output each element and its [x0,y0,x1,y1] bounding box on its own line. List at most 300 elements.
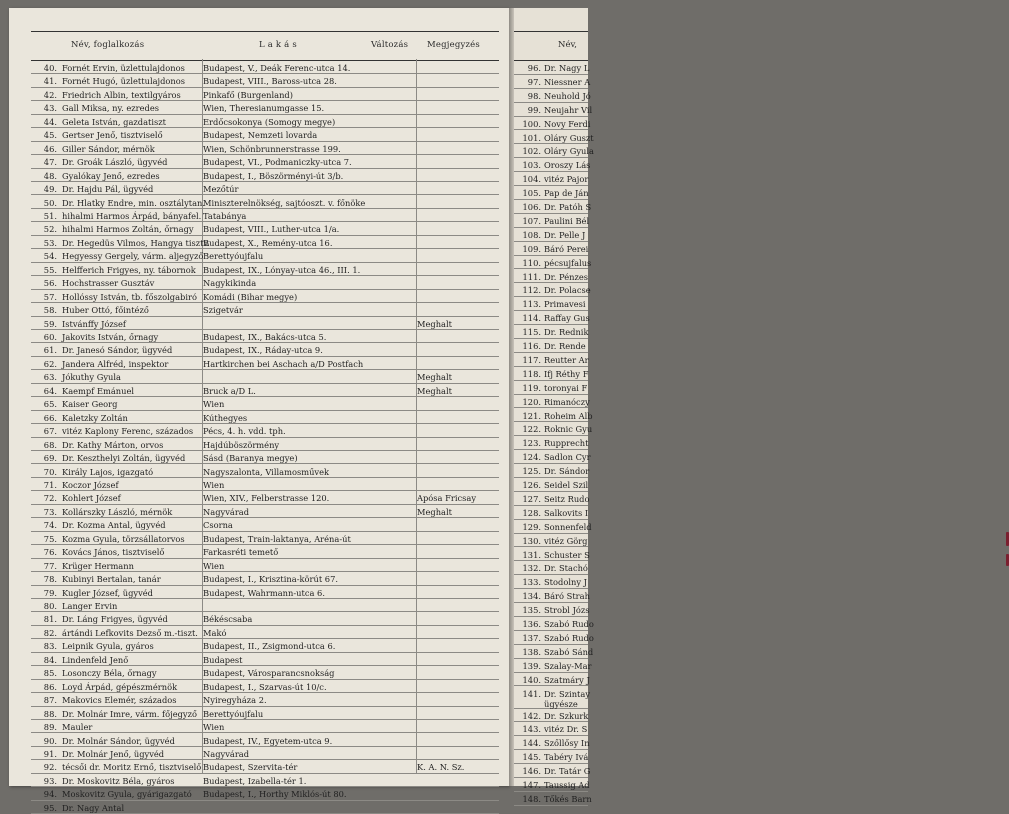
table-row [31,195,499,209]
right-row-name: Dr. Sándor [544,466,590,477]
right-row-name: vitéz Görg [544,535,588,546]
right-table-row [514,296,588,311]
row-name: Leipnik Gyula, gyáros [62,641,154,652]
table-row [31,692,499,706]
row-name: Kollárszky László, mérnök [62,506,173,517]
right-row-number: 130. [522,535,541,546]
right-table-row [514,602,588,617]
row-address: Budapest, VI., Podmaniczky-utca 7. [203,157,352,168]
row-number: 58. [43,305,57,316]
table-row [31,786,499,800]
row-number: 50. [43,197,57,208]
table-row [31,141,499,155]
right-row-number: 144. [522,738,541,749]
row-number: 91. [43,748,57,759]
right-row-number: 97. [527,76,541,87]
row-address: Wien, Schönbrunnerstrasse 199. [203,143,341,154]
right-row-number: 103. [522,160,541,171]
row-number: 62. [43,358,57,369]
table-row [31,262,499,276]
row-address: Hartkirchen bei Aschach a/D Postfach [203,358,364,369]
right-table-row [514,143,594,158]
row-name: Huber Ottó, főintéző [62,305,149,316]
table-row [31,73,499,87]
row-address: Budapest, Izabella-tér 1. [203,775,307,786]
right-table-row [514,435,588,450]
right-table-row [514,686,591,709]
right-row-name: Ifj Réthy F [544,368,589,379]
right-table-row [514,380,588,395]
table-row [31,235,499,249]
row-number: 90. [43,735,57,746]
row-name: técsői dr. Moritz Ernő, tisztviselő [62,762,202,773]
row-number: 78. [43,574,57,585]
row-number: 77. [43,560,57,571]
right-row-number: 140. [522,674,541,685]
row-name: Friedrich Albin, textilgyáros [62,89,181,100]
right-table-row [514,102,593,117]
table-row [31,329,499,343]
row-name: Hochstrasser Gusztáv [62,278,155,289]
right-row-name: toronyai F [544,382,588,393]
row-name: Koczor József [62,479,119,490]
right-table-row [514,310,588,325]
right-col-header-name: Név, [558,40,577,50]
row-number: 68. [43,439,57,450]
table-row [31,423,499,437]
right-table-row [514,588,588,603]
right-table-row [514,130,594,145]
right-row-name: Dr. Szintay [544,688,591,699]
right-row-name: Dr. Nagy L [544,63,590,73]
right-row-name: Oláry Gyula [544,146,594,157]
row-address: Komádi (Bihar megye) [203,291,298,302]
row-number: 88. [43,708,57,719]
row-number: 75. [43,533,57,544]
row-address: Erdőcsokonya (Somogy megye) [203,116,336,127]
row-name: Istvánffy József [62,318,126,329]
right-table-row [514,708,588,723]
right-row-name: Szabó Rudo [544,632,594,643]
row-number: 56. [43,278,57,289]
row-name: Jakovits István, őrnagy [62,332,159,342]
table-row [31,60,499,74]
row-name: Geleta István, gazdatiszt [62,116,166,127]
right-row-number: 114. [522,313,541,324]
row-name: Dr. Láng Frigyes, ügyvéd [62,614,168,625]
table-row [31,706,499,720]
table-row [31,114,499,128]
row-number: 61. [43,345,57,356]
row-address: Farkasréti temető [203,547,279,558]
right-row-number: 113. [522,299,541,310]
right-row-number: 143. [522,724,541,735]
right-row-number: 115. [522,327,541,338]
right-row-name: vitéz Pajor [544,174,589,185]
row-name: Giller Sándor, mérnök [62,143,155,154]
table-row [31,302,499,316]
table-row [31,464,499,478]
right-row-number: 142. [522,710,541,721]
row-address: Békéscsaba [203,614,253,625]
row-address: Budapest, II., Zsigmond-utca 6. [203,641,336,652]
right-table-row [514,463,588,478]
right-row-number: 127. [522,493,541,504]
row-number: 64. [43,385,57,396]
right-table-row [514,241,588,256]
right-row-number: 126. [522,480,541,490]
row-address: Budapest, I., Horthy Miklós-út 80. [203,789,347,800]
row-name: Dr. Molnár Sándor, ügyvéd [62,735,175,746]
right-table-row [514,255,592,270]
right-row-name: Neuhold Jó [544,90,591,101]
right-row-number: 105. [522,188,541,199]
row-name: Dr. Janesó Sándor, ügyvéd [62,345,173,356]
row-number: 71. [43,479,57,490]
row-name: Fornét Ervin, üzlettulajdonos [62,63,185,73]
row-address: Szigetvár [203,305,243,316]
right-table-row [514,88,591,103]
table-row [31,316,499,330]
row-number: 70. [43,466,57,477]
table-row [31,356,499,370]
row-number: 80. [43,601,57,611]
row-name: Losonczy Béla, őrnagy [62,668,157,679]
table-row [31,719,499,733]
table-row [31,450,499,464]
row-number: 92. [43,762,57,773]
table-row [31,396,499,410]
right-table-row [514,116,591,131]
row-address: Budapest, V., Deák Ferenc-utca 14. [203,63,351,73]
right-row-number: 109. [522,243,541,254]
right-table-row [514,449,591,464]
right-row-name: Salkovits I [544,507,589,518]
right-table-row [514,213,588,228]
row-name: Helfferich Frigyes, ny. tábornok [62,264,196,275]
row-number: 72. [43,493,57,504]
right-row-number: 138. [522,646,541,657]
table-row [31,759,499,773]
row-number: 40. [43,63,57,73]
row-number: 59. [43,318,57,329]
right-row-name: Dr. Szkurk [544,710,589,721]
right-row-number: 96. [527,63,541,73]
row-number: 86. [43,681,57,692]
row-name: Gyalókay Jenő, ezredes [62,170,160,181]
right-row-number: 141. [522,688,541,699]
row-number: 81. [43,614,57,625]
right-row-number: 123. [522,438,541,449]
row-name: Lindenfeld Jenő [62,654,129,665]
row-address: Kúthegyes [203,412,248,423]
table-row [31,773,499,787]
row-address: Budapest, Train-laktanya, Aréna-út [203,533,351,544]
right-table-row [514,791,592,806]
row-name: Jókuthy Gyula [62,372,121,383]
row-name: Dr. Moskovitz Béla, gyáros [62,775,175,786]
col-header-name: Név, foglalkozás [71,40,145,50]
right-row-name: Seidel Szil [544,480,589,490]
table-row [31,100,499,114]
table-row [31,598,499,612]
row-name: hihalmi Harmos Árpád, bányafel. [62,210,202,221]
right-row-number: 111. [522,271,541,282]
row-number: 60. [43,332,57,342]
right-row-number: 118. [522,368,541,379]
table-row [31,154,499,168]
row-number: 79. [43,587,57,598]
right-row-number: 129. [522,521,541,532]
row-name: hihalmi Harmos Zoltán, őrnagy [62,224,194,235]
row-number: 74. [43,520,57,531]
row-number: 46. [43,143,57,154]
right-row-name: Roknic Gyu [544,424,593,435]
row-address: Wien [203,399,225,410]
right-row-name: Taussig Ad [544,780,590,790]
row-name: Hollóssy István, tb. főszolgabiró [62,291,197,302]
right-row-number: 131. [522,549,541,560]
right-row-name: Dr. Pénzes [544,271,588,282]
right-row-name: Strobl Józs [544,605,590,616]
table-row [31,638,499,652]
row-remark: K. A. N. Sz. [417,762,465,773]
right-row-name: Báró Perei [544,243,589,254]
row-number: 89. [43,722,57,733]
table-row [31,437,499,451]
row-address: Tatabánya [203,210,247,221]
right-table-row [514,519,592,534]
row-name: Dr. Hajdu Pál, ügyvéd [62,184,154,195]
right-table-row [514,477,588,492]
table-row [31,652,499,666]
right-row-number: 137. [522,632,541,643]
row-address: Budapest, Nemzeti lovarda [203,130,318,141]
right-row-name: Dr. Pelle J [544,229,586,240]
row-address: Bruck a/D L. [203,385,256,396]
row-name: Dr. Hlatky Endre, min. osztálytan. [62,197,206,208]
right-page [514,8,594,804]
row-number: 76. [43,547,57,558]
row-name: Kozma Gyula, törzsállatorvos [62,533,185,544]
row-name: Király Lajos, igazgató [62,466,154,477]
row-number: 83. [43,641,57,652]
right-row-name: Szatmáry J [544,674,590,685]
right-row-name: Dr. Rende [544,341,586,351]
right-row-number: 132. [522,563,541,574]
right-table-row [514,721,588,736]
row-address: Wien, XIV., Felberstrasse 120. [203,493,330,504]
row-address: Budapest, IX., Ráday-utca 9. [203,345,323,356]
row-number: 51. [43,210,57,221]
row-remark: Meghalt [417,385,452,396]
row-name: Dr. Molnár Jenő, ügyvéd [62,748,165,759]
right-row-number: 119. [522,382,541,393]
right-row-name: Seitz Rudo [544,493,590,504]
right-row-name: Tőkés Barn [544,793,592,804]
right-row-name: Sonnenfeld [544,521,592,532]
row-address: Budapest, I., Szarvas-út 10/c. [203,681,327,692]
right-table-row [514,185,588,200]
right-table-row [514,777,588,792]
right-row-name: Dr. Polacse [544,285,591,296]
row-name: Dr. Groák László, ügyvéd [62,157,168,168]
right-row-name: Tabéry Ivá [544,752,589,763]
right-row-name: Dr. Tatár G [544,766,591,777]
row-name: Fornét Hugó, üzlettulajdonos [62,76,186,87]
right-row-name: Szőllősy In [544,738,590,749]
row-number: 85. [43,668,57,679]
right-row-number: 98. [527,90,541,101]
right-table-row [514,199,592,214]
row-number: 69. [43,453,57,464]
table-row [31,571,499,585]
row-address: Wien [203,560,225,571]
table-row [31,665,499,679]
row-name: Kohlert József [62,493,121,504]
right-row-name: Pap de Ján [544,188,589,199]
row-address: Budapest, VIII., Baross-utca 28. [203,76,337,87]
right-table-row [514,644,594,659]
right-table-row [514,421,593,436]
table-row [31,544,499,558]
table-row [31,625,499,639]
row-remark: Meghalt [417,318,452,329]
right-table-row [514,324,588,339]
right-row-name: Stodolny J [544,577,587,588]
table-row [31,289,499,303]
right-row-number: 125. [522,466,541,477]
right-table-row [514,658,592,673]
row-address: Budapest, IX., Lónyay-utca 46., III. 1. [203,264,361,275]
row-remark: Meghalt [417,506,452,517]
table-row [31,733,499,747]
row-number: 49. [43,184,57,195]
table-row [31,275,499,289]
row-address: Nagyszalonta, Villamosművek [203,466,330,477]
right-row-number: 128. [522,507,541,518]
right-table-row [514,749,588,764]
row-number: 65. [43,399,57,410]
right-table-row [514,60,588,75]
right-table-row [514,533,588,548]
row-address: Budapest, Szervita-tér [203,762,298,773]
row-address: Budapest, Városparancsnokság [203,668,335,679]
col-header-change: Változás [371,40,409,50]
table-row [31,585,499,599]
row-name: Dr. Molnár Imre, várm. főjegyző [62,708,197,719]
row-address: Wien, Theresianumgasse 15. [203,103,325,114]
right-row-number: 117. [522,354,541,365]
right-row-number: 135. [522,605,541,616]
row-address: Pinkafő (Burgenland) [203,89,293,100]
right-row-name: Szabó Sánd [544,646,594,657]
row-address: Budapest, Wahrmann-utca 6. [203,587,325,598]
row-address: Berettyóujfalu [203,251,264,262]
right-table-row [514,735,588,750]
right-table-row [514,505,588,520]
row-number: 73. [43,506,57,517]
right-row-number: 99. [527,104,541,115]
row-name: Moskovitz Gyula, gyárigazgató [62,789,192,800]
table-row [31,800,499,814]
right-row-number: 116. [522,341,541,351]
row-name: Gall Miksa, ny. ezredes [62,103,160,114]
table-row [31,208,499,222]
row-address: Budapest, VIII., Luther-utca 1/a. [203,224,340,235]
row-number: 53. [43,237,57,248]
row-name: Kovács János, tisztviselő [62,547,165,558]
row-name: Dr. Keszthelyi Zoltán, ügyvéd [62,453,186,464]
row-address: Nagyvárad [203,506,250,517]
row-address: Wien [203,722,225,733]
right-row-name: Neujahr Vil [544,104,593,115]
right-table-row [514,630,594,645]
table-row [31,679,499,693]
right-row-number: 148. [522,793,541,804]
row-number: 87. [43,695,57,706]
row-name: Dr. Nagy Antal [62,802,125,813]
row-name: Kaiser Georg [62,399,118,410]
row-address: Budapest, I., Krisztina-körút 67. [203,574,339,585]
row-number: 54. [43,251,57,262]
right-row-number: 122. [522,424,541,435]
row-name: Kaempf Emánuel [62,385,135,396]
right-row-name: Roheim Alb [544,410,593,421]
right-row-name: Dr. Patóh S [544,202,592,212]
table-row [31,490,499,504]
row-address: Nagyvárad [203,748,250,759]
right-row-subline: ügyésze [544,698,578,709]
table-row [31,504,499,518]
row-name: Dr. Hegedüs Vilmos, Hangya tisztv. [62,237,210,248]
right-row-name: pécsujfalus [544,257,592,268]
right-table-row [514,574,588,589]
right-table-row [514,227,588,242]
row-name: Makovics Elemér, százados [62,695,177,706]
right-row-name: Reutter Ar [544,354,589,365]
row-name: Kugler József, ügyvéd [62,587,153,598]
right-row-name: Oroszy Lás [544,160,591,171]
right-row-number: 134. [522,591,541,602]
row-name: Hegyessy Gergely, várm. aljegyző [62,251,204,262]
row-address: Hajdúböszörmény [203,439,280,450]
table-row [31,221,499,235]
right-row-number: 147. [522,780,541,790]
table-row [31,168,499,182]
row-number: 47. [43,157,57,168]
right-table-row [514,352,588,367]
right-row-name: Dr. Rednik [544,327,589,338]
right-row-number: 124. [522,452,541,463]
row-number: 42. [43,89,57,100]
right-row-number: 121. [522,410,541,421]
right-row-number: 145. [522,752,541,763]
right-row-name: Szalay-Mar [544,660,592,671]
row-address: Wien [203,479,225,490]
right-table-row [514,547,588,562]
row-name: Gertser Jenő, tisztviselő [62,130,163,141]
row-address: Budapest, X., Remény-utca 16. [203,237,333,248]
right-table-row [514,74,591,89]
right-row-number: 100. [522,118,541,129]
col-header-address: L a k á s [259,40,297,50]
right-row-name: Rupprecht [544,438,589,449]
right-table-row [514,763,591,778]
right-table-row [514,282,591,297]
row-name: ártándi Lefkovits Dezső m.-tiszt. [62,627,198,638]
right-row-number: 120. [522,396,541,407]
